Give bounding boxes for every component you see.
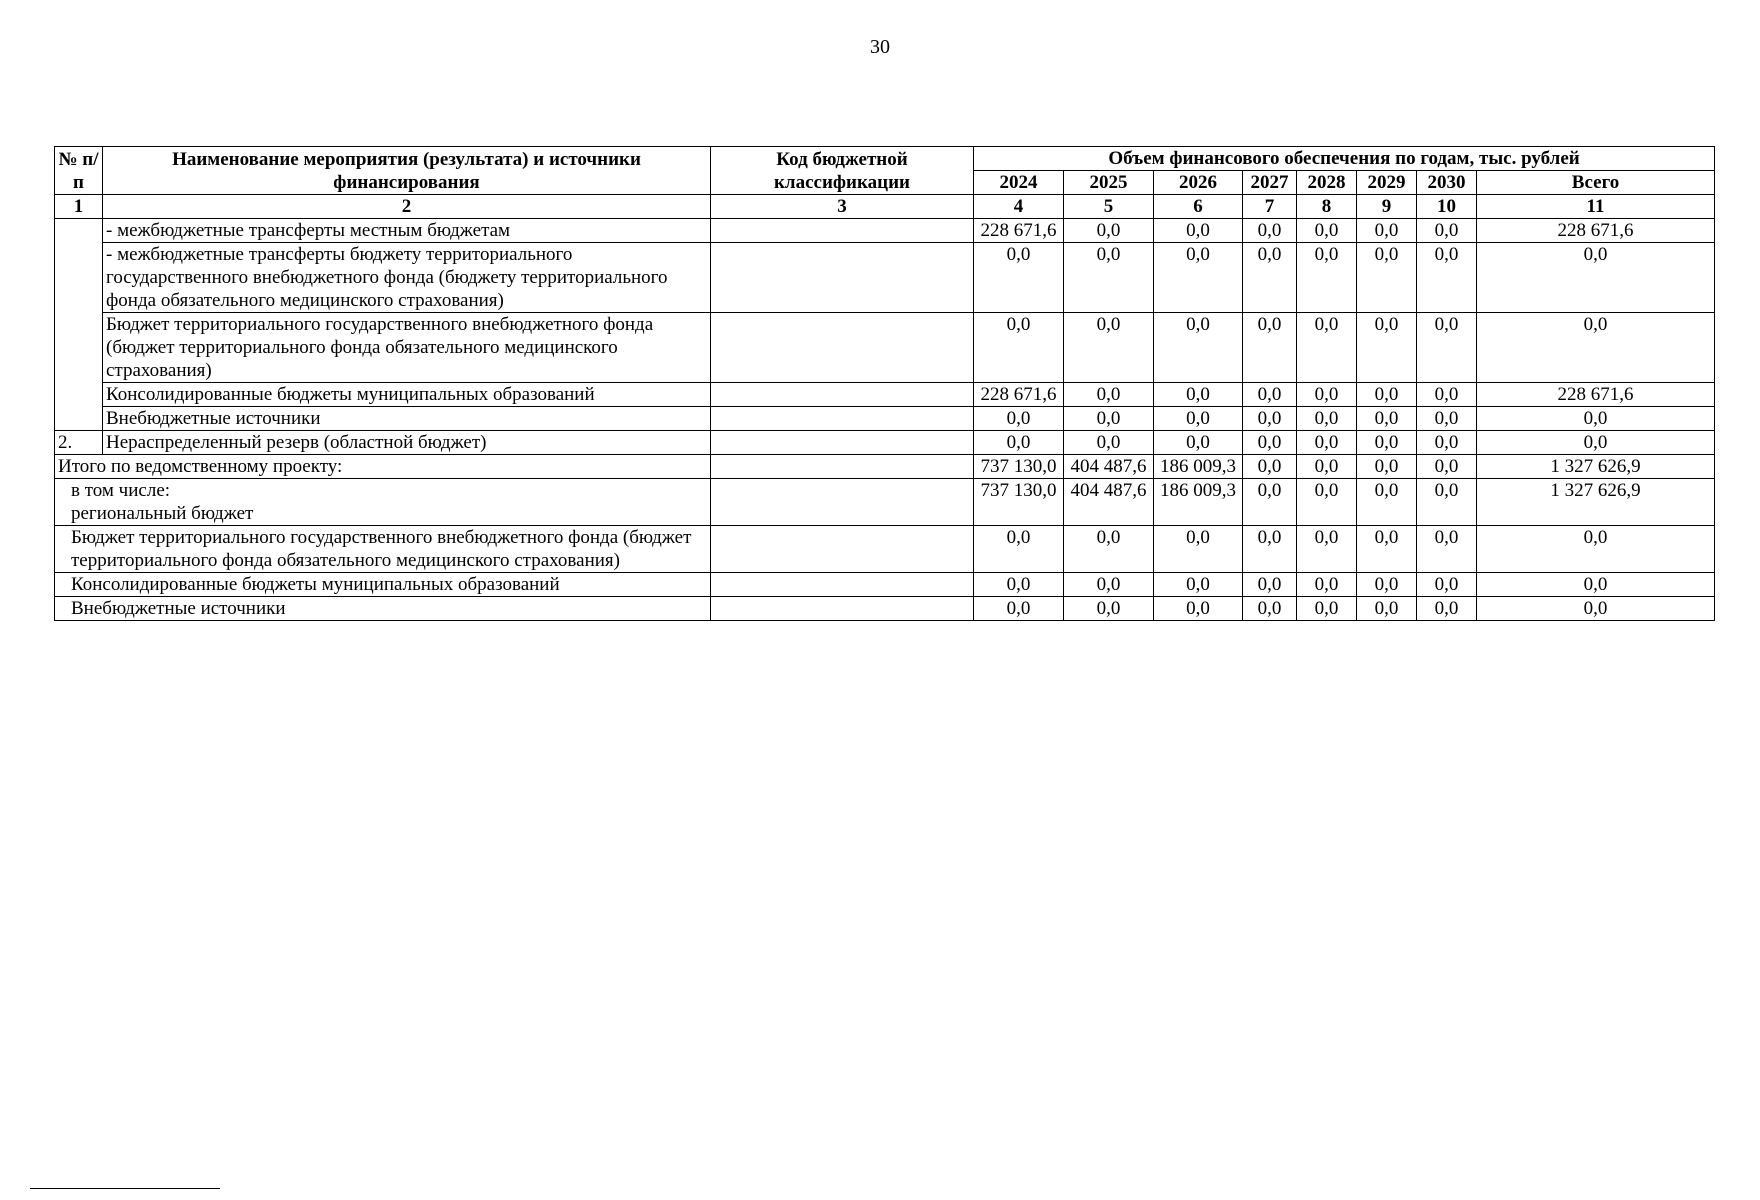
total-row — [55, 455, 1715, 479]
total-cell: 0,0 — [1477, 243, 1715, 313]
row-code — [711, 383, 974, 407]
table-row — [55, 383, 1715, 407]
value-cell: 0,0 — [1357, 313, 1417, 383]
value-cell: 0,0 — [1064, 526, 1154, 573]
row-code — [711, 431, 974, 455]
total-cell: 0,0 — [1477, 407, 1715, 431]
value-cell: 404 487,6 — [1064, 455, 1154, 479]
row-name: Консолидированные бюджеты муниципальных образований — [103, 383, 711, 407]
index-cell: 8 — [1297, 195, 1357, 219]
page-number: 30 — [870, 36, 890, 58]
col-num-header: № п/п — [55, 147, 103, 195]
year-header: 2025 — [1064, 171, 1154, 195]
header-index-row — [55, 195, 1715, 219]
row-code — [711, 407, 974, 431]
row-name: Бюджет территориального государственного внебюджетного фонда (бюджет территориального фонда обязательного медицинского страхования) — [103, 313, 711, 383]
value-cell: 737 130,0 — [974, 455, 1064, 479]
row-name: - межбюджетные трансферты бюджету территориального государственного внебюджетного фонда (бюджету территориального фонда обязательного медицинского страхования) — [103, 243, 711, 313]
year-header: 2024 — [974, 171, 1064, 195]
total-row — [55, 573, 1715, 597]
total-cell: 228 671,6 — [1477, 383, 1715, 407]
value-cell: 0,0 — [1064, 383, 1154, 407]
value-cell: 0,0 — [1417, 479, 1477, 526]
value-cell: 0,0 — [1064, 313, 1154, 383]
total-row-name-line1: в том числе: — [71, 480, 171, 501]
index-cell: 1 — [55, 195, 103, 219]
col-code-header: Код бюджетной классификации — [711, 147, 974, 195]
index-cell: 9 — [1357, 195, 1417, 219]
header-row-1 — [55, 147, 1715, 171]
value-cell: 0,0 — [1357, 455, 1417, 479]
year-header: 2028 — [1297, 171, 1357, 195]
financing-table — [54, 146, 1715, 621]
row-code — [711, 219, 974, 243]
value-cell: 186 009,3 — [1154, 455, 1243, 479]
row-name: Нераспределенный резерв (областной бюджет) — [103, 431, 711, 455]
value-cell: 228 671,6 — [974, 383, 1064, 407]
value-cell: 0,0 — [1154, 431, 1243, 455]
value-cell: 0,0 — [974, 407, 1064, 431]
total-row-name: Консолидированные бюджеты муниципальных образований — [55, 573, 711, 597]
index-cell: 6 — [1154, 195, 1243, 219]
value-cell: 0,0 — [1297, 431, 1357, 455]
year-header: 2027 — [1243, 171, 1297, 195]
table-row — [55, 219, 1715, 243]
value-cell: 0,0 — [974, 243, 1064, 313]
year-header: 2029 — [1357, 171, 1417, 195]
total-cell: 0,0 — [1477, 313, 1715, 383]
value-cell: 0,0 — [1154, 243, 1243, 313]
value-cell: 0,0 — [1357, 431, 1417, 455]
value-cell: 0,0 — [1154, 313, 1243, 383]
value-cell: 0,0 — [1154, 407, 1243, 431]
value-cell: 0,0 — [1154, 526, 1243, 573]
row-code — [711, 243, 974, 313]
value-cell: 0,0 — [1297, 526, 1357, 573]
total-cell: 0,0 — [1477, 526, 1715, 573]
value-cell: 0,0 — [1297, 219, 1357, 243]
value-cell: 0,0 — [1417, 573, 1477, 597]
value-cell: 0,0 — [1417, 455, 1477, 479]
value-cell: 0,0 — [1243, 407, 1297, 431]
table-row — [55, 431, 1715, 455]
footer-rule — [30, 1188, 220, 1189]
value-cell: 186 009,3 — [1154, 479, 1243, 526]
index-cell: 5 — [1064, 195, 1154, 219]
col-volume-header: Объем финансового обеспечения по годам, тыс. рублей — [974, 147, 1715, 171]
row-code — [711, 573, 974, 597]
table-row — [55, 407, 1715, 431]
value-cell: 0,0 — [1357, 526, 1417, 573]
row-name: - межбюджетные трансферты местным бюджетам — [103, 219, 711, 243]
value-cell: 0,0 — [1154, 383, 1243, 407]
value-cell: 0,0 — [974, 573, 1064, 597]
value-cell: 404 487,6 — [1064, 479, 1154, 526]
value-cell: 0,0 — [1297, 243, 1357, 313]
index-cell: 2 — [103, 195, 711, 219]
total-cell: 0,0 — [1477, 573, 1715, 597]
total-cell: 0,0 — [1477, 597, 1715, 621]
row-code — [711, 313, 974, 383]
value-cell: 0,0 — [974, 313, 1064, 383]
value-cell: 0,0 — [1154, 573, 1243, 597]
total-row — [55, 526, 1715, 573]
value-cell: 0,0 — [974, 431, 1064, 455]
value-cell: 0,0 — [1154, 597, 1243, 621]
value-cell: 0,0 — [1417, 407, 1477, 431]
total-row — [55, 597, 1715, 621]
value-cell: 0,0 — [1417, 431, 1477, 455]
value-cell: 0,0 — [1243, 597, 1297, 621]
value-cell: 228 671,6 — [974, 219, 1064, 243]
value-cell: 0,0 — [1357, 243, 1417, 313]
total-header: Всего — [1477, 171, 1715, 195]
value-cell: 0,0 — [1064, 407, 1154, 431]
value-cell: 0,0 — [1357, 573, 1417, 597]
total-cell: 0,0 — [1477, 431, 1715, 455]
value-cell: 0,0 — [1297, 455, 1357, 479]
value-cell: 0,0 — [1243, 526, 1297, 573]
total-row-name-line2: региональный бюджет — [71, 503, 254, 524]
value-cell: 0,0 — [1243, 479, 1297, 526]
index-cell: 7 — [1243, 195, 1297, 219]
total-cell: 1 327 626,9 — [1477, 479, 1715, 526]
row-code — [711, 455, 974, 479]
value-cell: 0,0 — [1243, 455, 1297, 479]
total-row-name: Бюджет территориального государственного внебюджетного фонда (бюджет территориального фонда обязательного медицинского страхования) — [55, 526, 711, 573]
total-row-name: Внебюджетные источники — [55, 597, 711, 621]
value-cell: 0,0 — [1243, 573, 1297, 597]
value-cell: 0,0 — [1297, 479, 1357, 526]
value-cell: 0,0 — [1243, 219, 1297, 243]
value-cell: 0,0 — [1064, 597, 1154, 621]
row-number-cell: 2. — [55, 431, 103, 455]
value-cell: 0,0 — [1357, 219, 1417, 243]
value-cell: 0,0 — [1417, 313, 1477, 383]
value-cell: 0,0 — [1064, 431, 1154, 455]
value-cell: 0,0 — [1243, 243, 1297, 313]
total-row-name — [55, 479, 711, 526]
value-cell: 0,0 — [1297, 383, 1357, 407]
value-cell: 0,0 — [1064, 573, 1154, 597]
total-cell: 1 327 626,9 — [1477, 455, 1715, 479]
value-cell: 0,0 — [1417, 597, 1477, 621]
col-name-header: Наименование мероприятия (результата) и источники финансирования — [103, 147, 711, 195]
total-cell: 228 671,6 — [1477, 219, 1715, 243]
value-cell: 0,0 — [1357, 407, 1417, 431]
row-name: Внебюджетные источники — [103, 407, 711, 431]
value-cell: 0,0 — [1297, 597, 1357, 621]
total-row-name: Итого по ведомственному проекту: — [55, 455, 711, 479]
value-cell: 0,0 — [1243, 313, 1297, 383]
value-cell: 0,0 — [1417, 219, 1477, 243]
index-cell: 3 — [711, 195, 974, 219]
row-number-cell — [55, 219, 103, 431]
value-cell: 0,0 — [1064, 219, 1154, 243]
value-cell: 0,0 — [1243, 383, 1297, 407]
value-cell: 0,0 — [1297, 407, 1357, 431]
table-row — [55, 243, 1715, 313]
index-cell: 11 — [1477, 195, 1715, 219]
value-cell: 0,0 — [1417, 526, 1477, 573]
value-cell: 0,0 — [974, 526, 1064, 573]
row-code — [711, 479, 974, 526]
value-cell: 0,0 — [1357, 479, 1417, 526]
value-cell: 0,0 — [1154, 219, 1243, 243]
year-header: 2030 — [1417, 171, 1477, 195]
value-cell: 737 130,0 — [974, 479, 1064, 526]
value-cell: 0,0 — [1357, 597, 1417, 621]
value-cell: 0,0 — [1297, 313, 1357, 383]
value-cell: 0,0 — [1243, 431, 1297, 455]
year-header: 2026 — [1154, 171, 1243, 195]
row-code — [711, 597, 974, 621]
value-cell: 0,0 — [1417, 383, 1477, 407]
value-cell: 0,0 — [1417, 243, 1477, 313]
value-cell: 0,0 — [1297, 573, 1357, 597]
index-cell: 10 — [1417, 195, 1477, 219]
row-code — [711, 526, 974, 573]
total-row — [55, 479, 1715, 526]
value-cell: 0,0 — [974, 597, 1064, 621]
value-cell: 0,0 — [1357, 383, 1417, 407]
table-row — [55, 313, 1715, 383]
index-cell: 4 — [974, 195, 1064, 219]
value-cell: 0,0 — [1064, 243, 1154, 313]
